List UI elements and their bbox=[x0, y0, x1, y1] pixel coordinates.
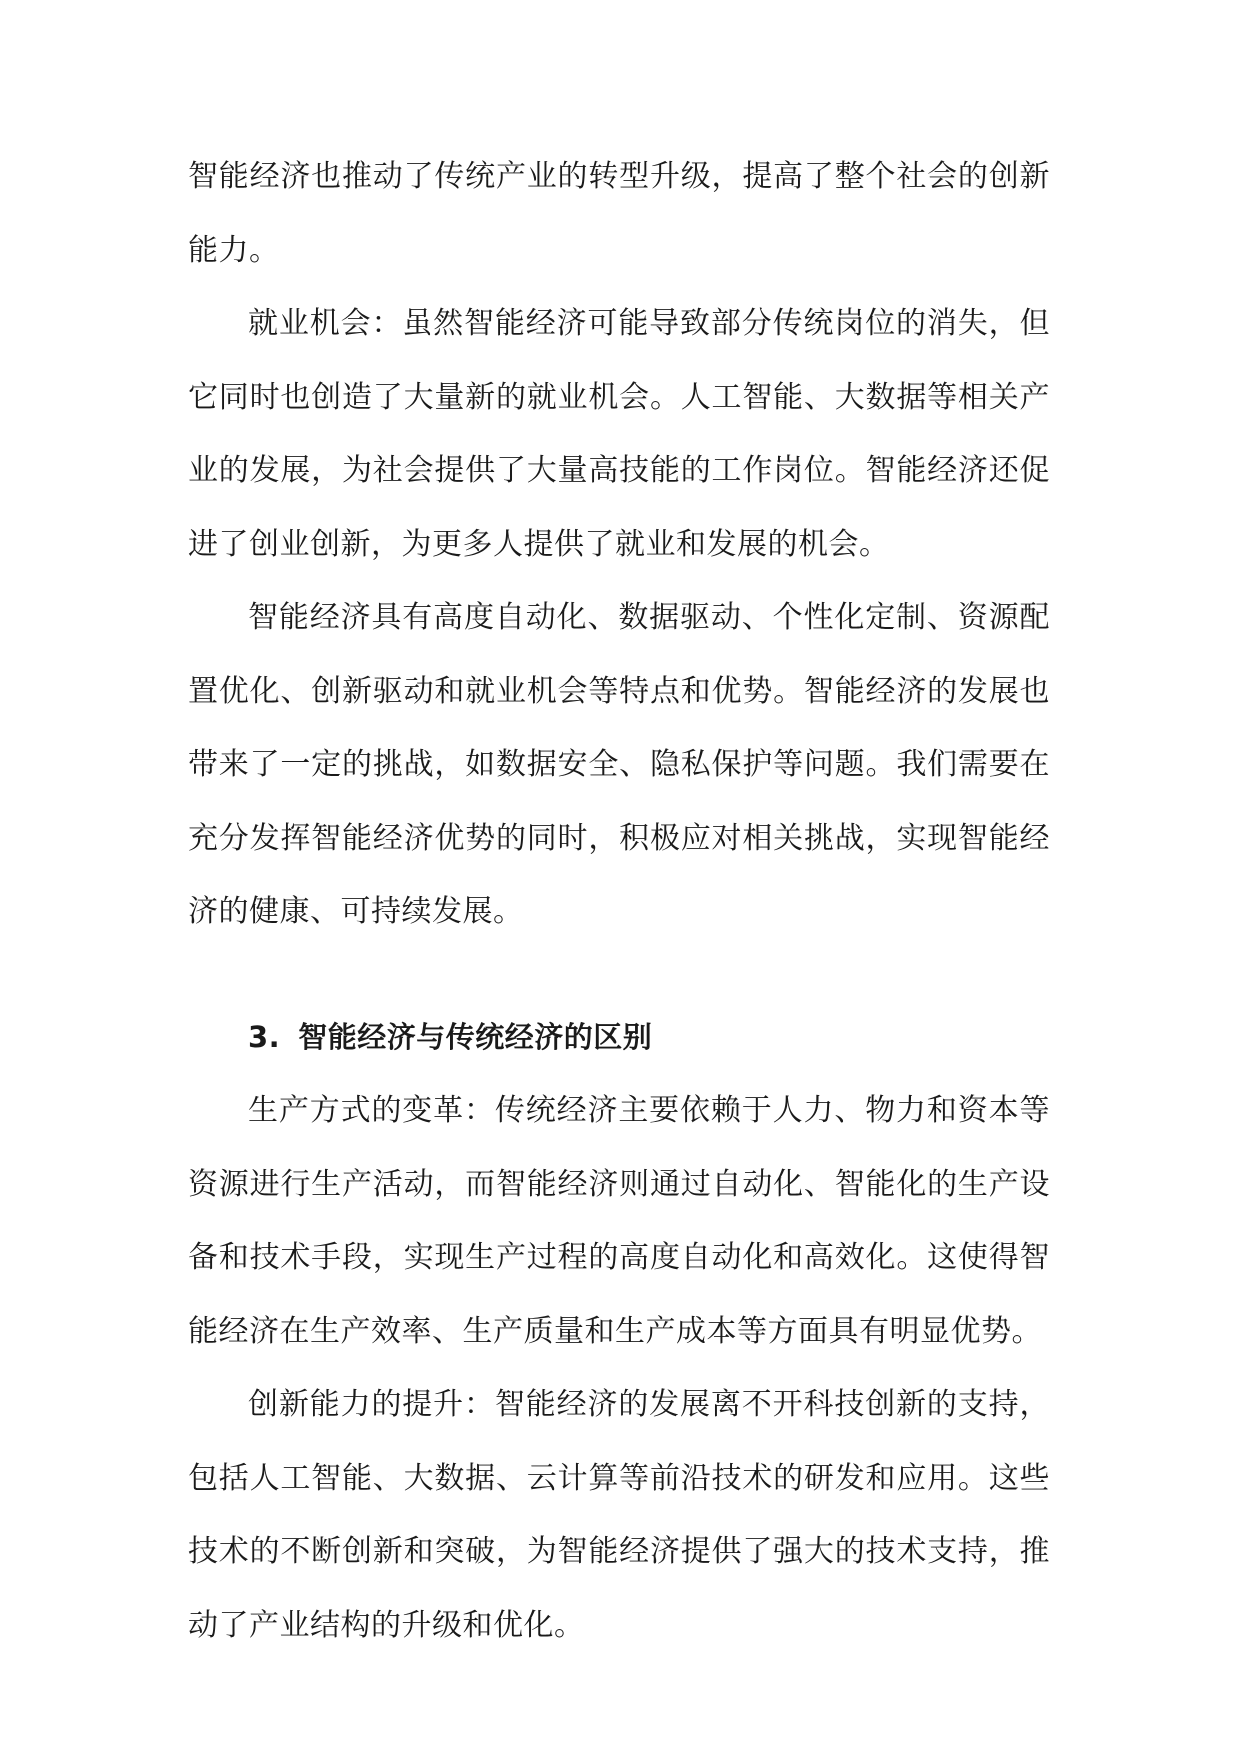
paragraph-production: 生产方式的变革：传统经济主要依赖于人力、物力和资本等资源进行生产活动，而智能经济则通过自动化、智能化的生产设备和技术手段，实现生产过程的高度自动化和高效化。这使得智能经济在生产效率、生产质量和生产成本等方面具有明显优势。 bbox=[188, 1093, 1050, 1349]
paragraph-employment: 就业机会：虽然智能经济可能导致部分传统岗位的消失，但它同时也创造了大量新的就业机会。人工智能、大数据等相关产业的发展，为社会提供了大量高技能的工作岗位。智能经济还促进了创业创新，为更多人提供了就业和发展的机会。 bbox=[188, 306, 1050, 562]
paragraph-summary: 智能经济具有高度自动化、数据驱动、个性化定制、资源配置优化、创新驱动和就业机会等特点和优势。智能经济的发展也带来了一定的挑战，如数据安全、隐私保护等问题。我们需要在充分发挥智能经济优势的同时，积极应对相关挑战，实现智能经济的健康、可持续发展。 bbox=[188, 600, 1050, 929]
paragraph-continuation: 智能经济也推动了传统产业的转型升级，提高了整个社会的创新能力。 bbox=[188, 159, 1050, 268]
section-heading bbox=[188, 1001, 1050, 1075]
section-title: 智能经济与传统经济的区别 bbox=[298, 1019, 653, 1054]
paragraph-innovation: 创新能力的提升：智能经济的发展离不开科技创新的支持，包括人工智能、大数据、云计算等前沿技术的研发和应用。这些技术的不断创新和突破，为智能经济提供了强大的技术支持，推动了产业结构的升级和优化。 bbox=[188, 1387, 1050, 1643]
section-number: 3. bbox=[248, 1019, 281, 1054]
document-page bbox=[188, 140, 1050, 1662]
